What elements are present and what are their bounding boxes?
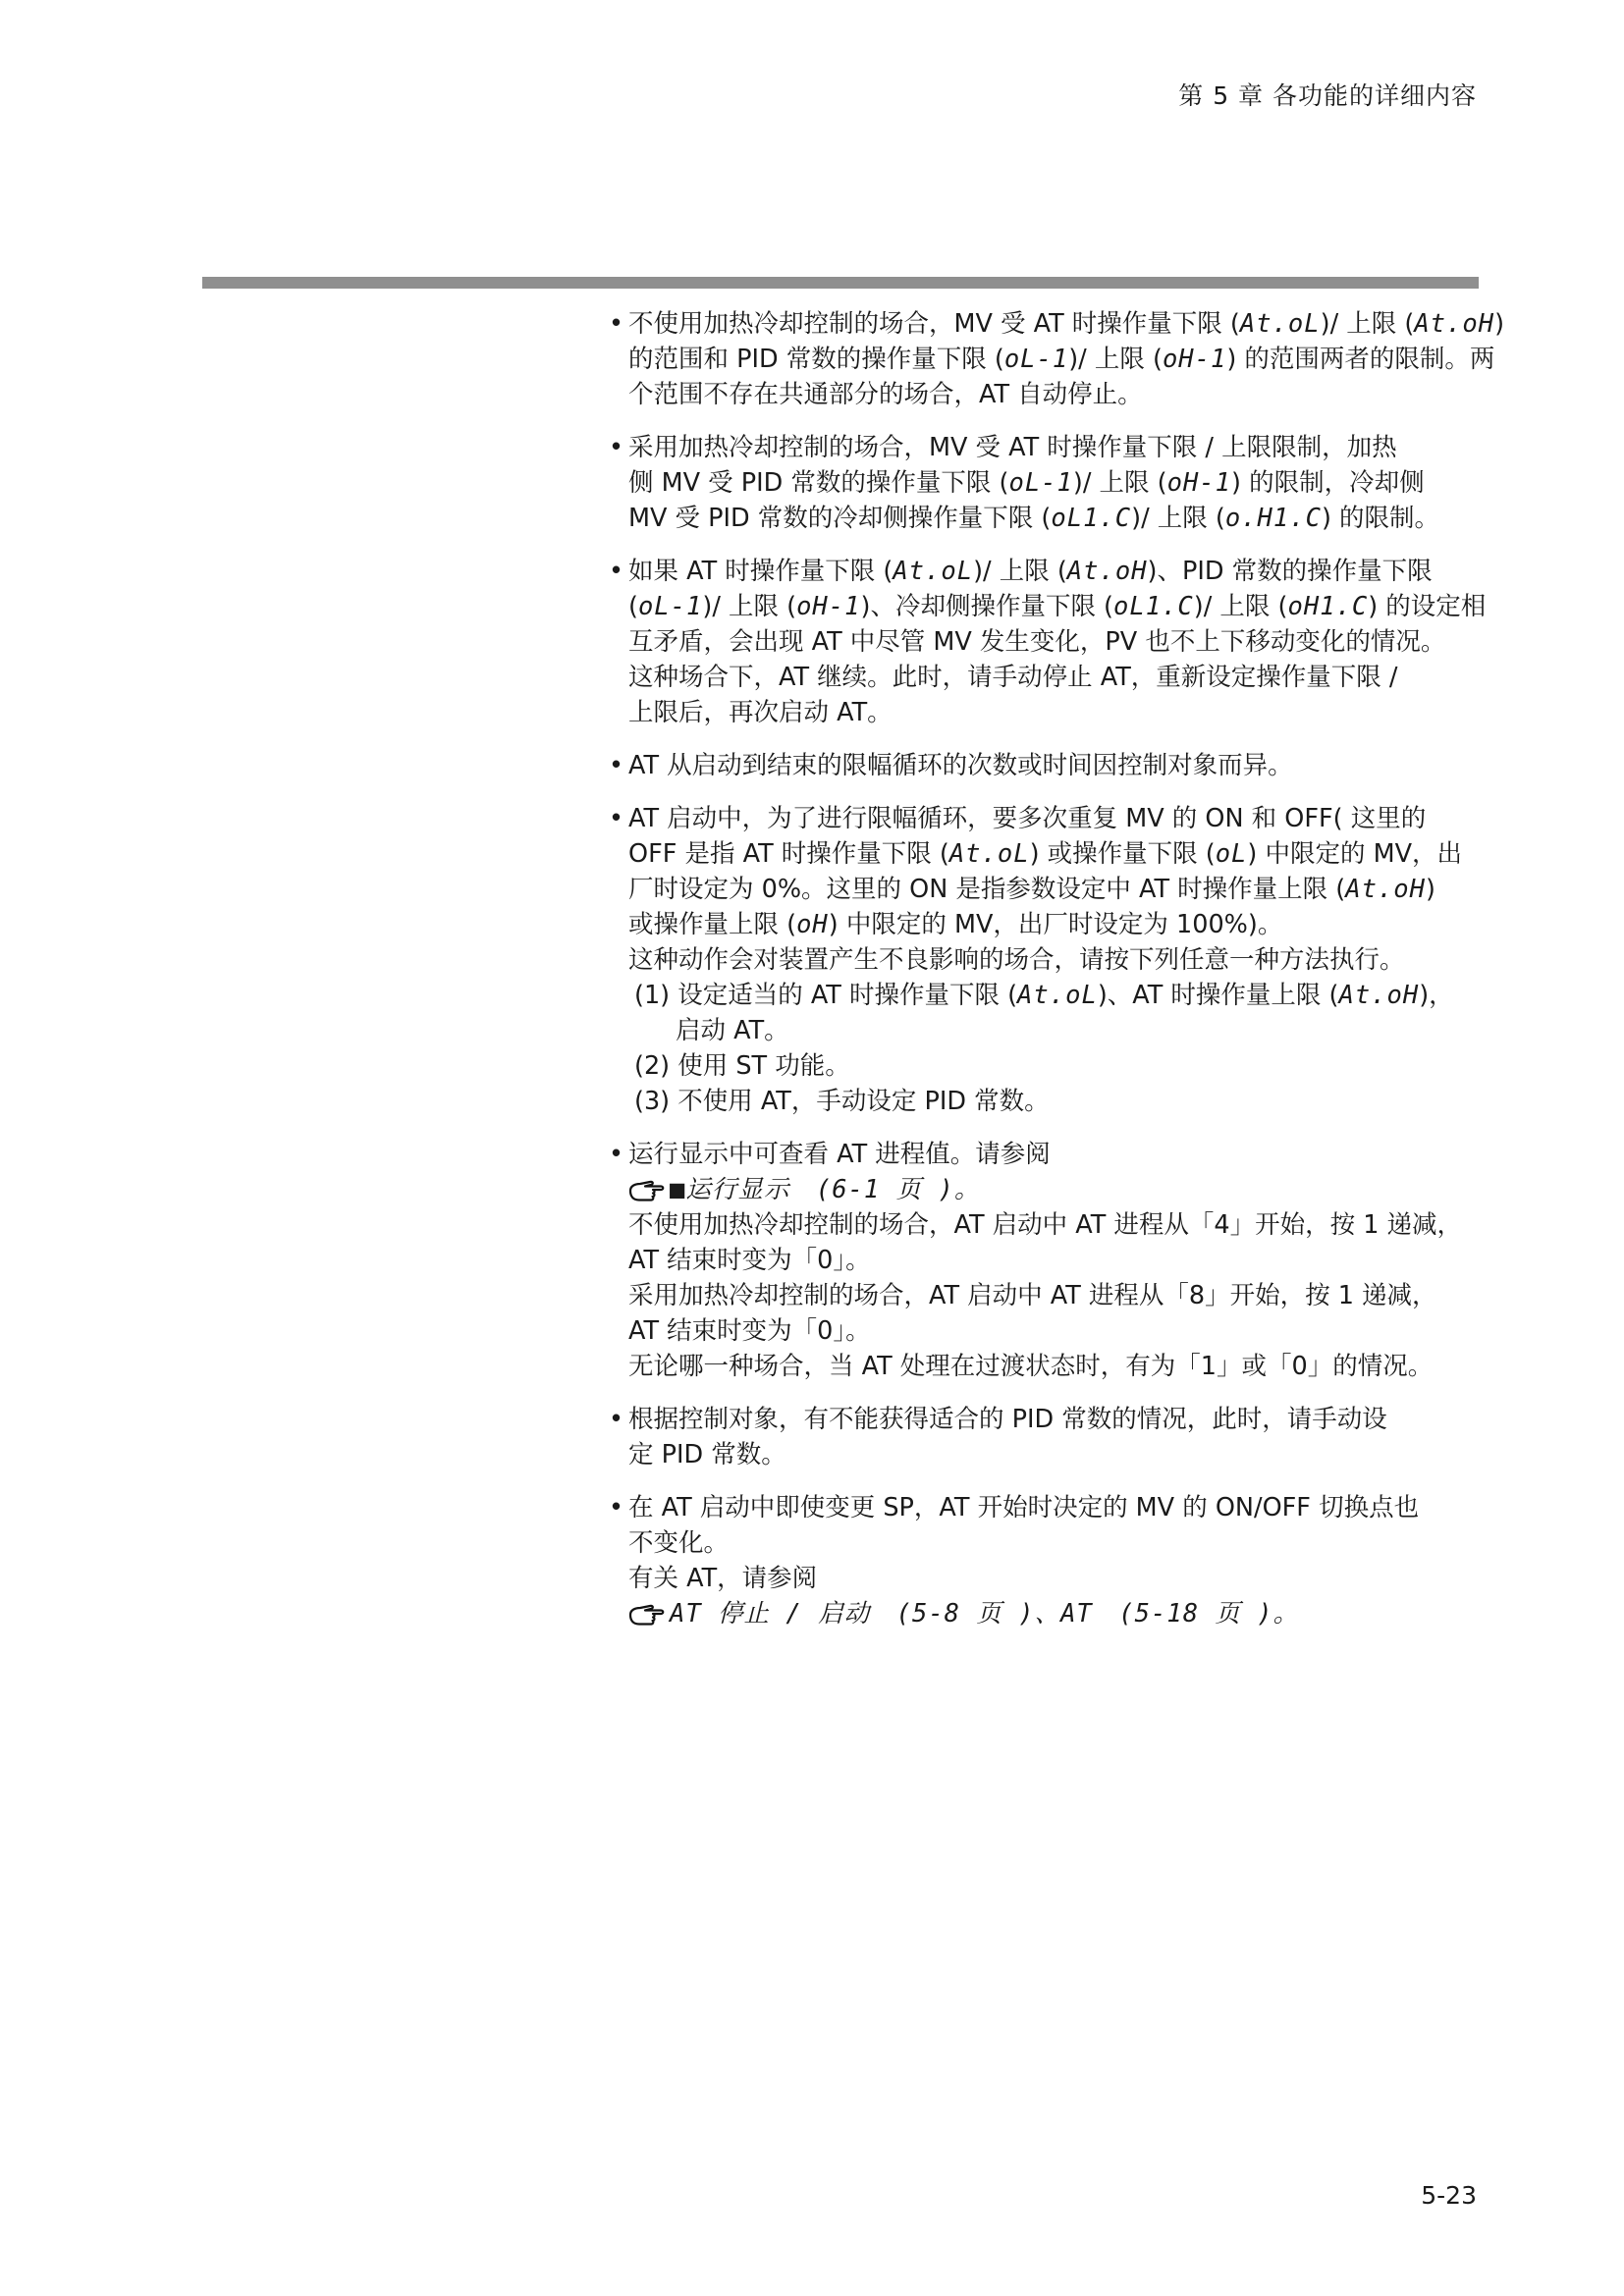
text-segment: )、冷却侧操作量下限 ( bbox=[860, 592, 1114, 621]
parameter-code: At.oL bbox=[948, 839, 1030, 869]
text-line bbox=[628, 1048, 1483, 1084]
text-line bbox=[628, 589, 1487, 624]
text-segment: )、AT 时操作量上限 ( bbox=[1097, 981, 1339, 1010]
text-segment: ) 的设定相 bbox=[1368, 592, 1487, 621]
text-segment: ) 的限制。 bbox=[1321, 504, 1440, 533]
text-line bbox=[628, 1137, 1483, 1172]
text-line bbox=[628, 1084, 1483, 1119]
chapter-header: 第 5 章 各功能的详细内容 bbox=[1178, 81, 1477, 110]
bullet-item bbox=[609, 1490, 1483, 1631]
text-line bbox=[628, 306, 1505, 342]
text-line bbox=[628, 978, 1483, 1013]
text-segment: OFF 是指 AT 时操作量下限 ( bbox=[628, 839, 949, 869]
text-segment: 的范围和 PID 常数的操作量下限 ( bbox=[628, 345, 1004, 374]
parameter-code: oL-1 bbox=[1003, 345, 1069, 374]
bullet-item bbox=[609, 801, 1483, 1119]
parameter-code: oL-1 bbox=[637, 592, 703, 621]
text-line bbox=[628, 1402, 1483, 1437]
text-segment: 互矛盾，会出现 AT 中尽管 MV 发生变化，PV 也不上下移动变化的情况。 bbox=[628, 627, 1446, 657]
parameter-code: At.oH bbox=[1066, 557, 1148, 586]
text-line bbox=[628, 660, 1483, 695]
text-line bbox=[628, 1207, 1483, 1243]
text-line bbox=[628, 342, 1495, 377]
text-segment: ) bbox=[1494, 309, 1505, 339]
text-segment: 定 PID 常数。 bbox=[628, 1440, 786, 1469]
text-segment: 这种动作会对装置产生不良影响的场合，请按下列任意一种方法执行。 bbox=[628, 945, 1405, 975]
text-segment: 个范围不存在共通部分的场合，AT 自动停止。 bbox=[628, 380, 1143, 409]
text-line bbox=[628, 1490, 1483, 1525]
text-segment: )、PID 常数的操作量下限 bbox=[1147, 557, 1433, 586]
text-segment: 不使用加热冷却控制的场合，AT 启动中 AT 进程从「4」开始，按 1 递减， bbox=[628, 1210, 1463, 1240]
text-segment: )/ 上限 ( bbox=[1068, 345, 1163, 374]
parameter-code: oL1.C bbox=[1051, 504, 1132, 533]
text-line bbox=[628, 1349, 1483, 1384]
text-line bbox=[628, 942, 1483, 978]
text-line bbox=[628, 695, 1483, 730]
text-segment: )/ 上限 ( bbox=[702, 592, 797, 621]
text-line bbox=[628, 377, 1483, 412]
text-segment: ) 的限制，冷却侧 bbox=[1231, 468, 1425, 498]
text-segment: AT 从启动到结束的限幅循环的次数或时间因控制对象而异。 bbox=[628, 751, 1293, 780]
text-segment: 采用加热冷却控制的场合，AT 启动中 AT 进程从「8」开始，按 1 递减， bbox=[628, 1281, 1437, 1310]
bullet-item bbox=[609, 1137, 1483, 1384]
text-segment: (2) 使用 ST 功能。 bbox=[634, 1051, 850, 1081]
text-segment: 运行显示中可查看 AT 进程值。请参阅 bbox=[628, 1140, 1051, 1169]
parameter-code: oL-1 bbox=[1008, 468, 1073, 498]
parameter-code: At.oH bbox=[1414, 309, 1495, 339]
text-segment: ) bbox=[1426, 875, 1435, 904]
text-segment: 在 AT 启动中即使变更 SP，AT 开始时决定的 MV 的 ON/OFF 切换点也 bbox=[628, 1493, 1420, 1522]
text-segment: 如果 AT 时操作量下限 ( bbox=[628, 557, 893, 586]
parameter-code: oH-1 bbox=[1162, 345, 1227, 374]
text-segment: )/ 上限 ( bbox=[973, 557, 1067, 586]
page-number: 5-23 bbox=[1421, 2181, 1477, 2210]
text-line bbox=[628, 801, 1483, 836]
text-line bbox=[628, 907, 1483, 942]
parameter-code: ■运行显示 (6-1 页 )。 bbox=[670, 1175, 981, 1204]
pointing-hand-icon bbox=[628, 1178, 666, 1201]
parameter-code: oL bbox=[1215, 839, 1248, 869]
text-line bbox=[628, 1172, 1483, 1207]
text-segment: )/ 上限 ( bbox=[1131, 504, 1225, 533]
text-line bbox=[628, 872, 1483, 907]
text-line bbox=[628, 624, 1483, 660]
parameter-code: oH1.C bbox=[1287, 592, 1369, 621]
parameter-code: oH-1 bbox=[796, 592, 861, 621]
text-line bbox=[628, 1596, 1483, 1631]
parameter-code: oL1.C bbox=[1113, 592, 1194, 621]
parameter-code: AT 停止 / 启动 (5-8 页 )、AT (5-18 页 )。 bbox=[670, 1599, 1300, 1629]
header-divider bbox=[202, 277, 1479, 289]
text-segment: ( bbox=[628, 592, 638, 621]
text-line bbox=[628, 748, 1483, 783]
text-line bbox=[628, 1525, 1483, 1561]
parameter-code: o.H1.C bbox=[1224, 504, 1322, 533]
parameter-code: At.oH bbox=[1345, 875, 1426, 904]
text-segment: ) 中限定的 MV，出 bbox=[1247, 839, 1463, 869]
parameter-code: At.oH bbox=[1338, 981, 1420, 1010]
document-body bbox=[609, 306, 1505, 1649]
text-line bbox=[628, 1278, 1483, 1313]
bullet-item bbox=[609, 554, 1487, 730]
text-segment: (3) 不使用 AT，手动设定 PID 常数。 bbox=[634, 1087, 1050, 1116]
parameter-code: oH-1 bbox=[1166, 468, 1232, 498]
bullet-item bbox=[609, 430, 1483, 536]
text-line bbox=[628, 1313, 1483, 1349]
text-line bbox=[628, 1561, 1483, 1596]
text-segment: ) 的范围两者的限制。两 bbox=[1226, 345, 1495, 374]
text-segment: AT 结束时变为「0」。 bbox=[628, 1246, 871, 1275]
text-segment: 根据控制对象，有不能获得适合的 PID 常数的情况，此时，请手动设 bbox=[628, 1405, 1387, 1434]
parameter-code: At.oL bbox=[1239, 309, 1321, 339]
text-segment: 不变化。 bbox=[628, 1528, 730, 1558]
text-segment: 采用加热冷却控制的场合，MV 受 AT 时操作量下限 / 上限限制，加热 bbox=[628, 433, 1397, 462]
text-segment: (1) 设定适当的 AT 时操作量下限 ( bbox=[634, 981, 1018, 1010]
text-segment: 不使用加热冷却控制的场合，MV 受 AT 时操作量下限 ( bbox=[628, 309, 1240, 339]
text-line bbox=[628, 430, 1483, 465]
text-segment: 厂时设定为 0%。这里的 ON 是指参数设定中 AT 时操作量上限 ( bbox=[628, 875, 1346, 904]
parameter-code: At.oL bbox=[1017, 981, 1098, 1010]
text-segment: )/ 上限 ( bbox=[1193, 592, 1288, 621]
text-segment: 或操作量上限 ( bbox=[628, 910, 797, 939]
pointing-hand-icon bbox=[628, 1602, 666, 1626]
text-line bbox=[628, 1437, 1483, 1472]
text-segment: AT 结束时变为「0」。 bbox=[628, 1316, 871, 1346]
text-segment: AT 启动中，为了进行限幅循环，要多次重复 MV 的 ON 和 OFF( 这里的 bbox=[628, 804, 1427, 833]
bullet-item bbox=[609, 748, 1483, 783]
text-line bbox=[628, 554, 1483, 589]
text-segment: ) 中限定的 MV，出厂时设定为 100%)。 bbox=[828, 910, 1283, 939]
text-segment: ) 或操作量下限 ( bbox=[1029, 839, 1216, 869]
text-segment: MV 受 PID 常数的冷却侧操作量下限 ( bbox=[628, 504, 1052, 533]
text-line bbox=[628, 465, 1483, 501]
text-segment: 无论哪一种场合，当 AT 处理在过渡状态时，有为「1」或「0」的情况。 bbox=[628, 1352, 1434, 1381]
text-segment: 有关 AT，请参阅 bbox=[628, 1564, 818, 1593]
text-segment: 侧 MV 受 PID 常数的操作量下限 ( bbox=[628, 468, 1009, 498]
text-segment: )/ 上限 ( bbox=[1072, 468, 1167, 498]
parameter-code: At.oL bbox=[893, 557, 974, 586]
sub-list-continuation: 启动 AT。 bbox=[676, 1016, 789, 1045]
text-line bbox=[628, 1243, 1483, 1278]
bullet-item bbox=[609, 306, 1505, 412]
text-segment: )/ 上限 ( bbox=[1320, 309, 1415, 339]
text-line bbox=[628, 501, 1483, 536]
text-line bbox=[628, 836, 1483, 872]
bullet-item bbox=[609, 1402, 1483, 1472]
text-segment: )， bbox=[1419, 981, 1454, 1010]
parameter-code: oH bbox=[796, 910, 829, 939]
text-segment: 这种场合下，AT 继续。此时，请手动停止 AT，重新设定操作量下限 / bbox=[628, 663, 1398, 692]
text-segment: 上限后，再次启动 AT。 bbox=[628, 698, 893, 727]
